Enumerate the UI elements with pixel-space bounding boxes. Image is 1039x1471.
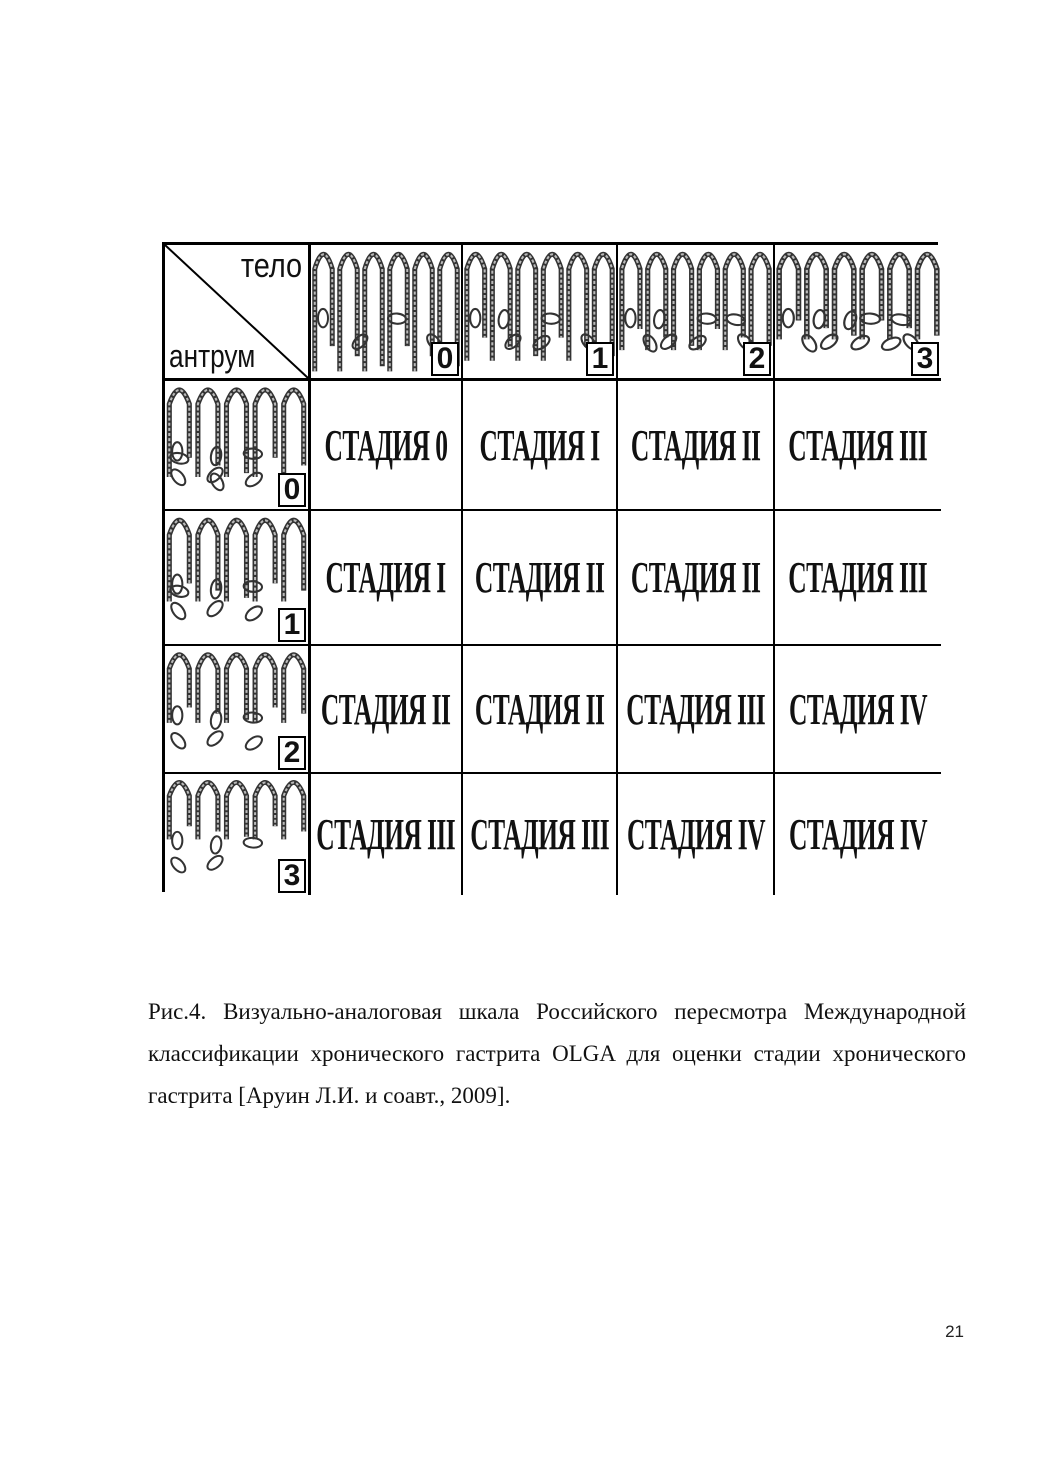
stage-label: СТАДИЯ III [788,553,928,602]
stage-cell [618,646,775,774]
column-header-number: 3 [911,342,939,376]
row-axis-label: антрум [169,338,256,374]
row-header-number: 3 [278,859,306,893]
stage-cell [463,646,618,774]
stage-label: СТАДИЯ IV [789,684,927,734]
column-header-number: 0 [431,342,459,376]
stage-cell [775,774,941,895]
body-illustration-1 [463,245,618,381]
stage-cell [618,381,775,511]
stage-label: СТАДИЯ IV [789,810,927,859]
stage-cell [311,511,463,646]
stage-cell [618,774,775,895]
stage-label: СТАДИЯ II [630,420,761,470]
stage-label: СТАДИЯ II [630,553,761,602]
figure-caption: Рис.4. Визуально-аналоговая шкала Российского пересмотра Международной классификации хронического гастрита OLGA для оценки стадии хронического гастрита [Аруин Л.И. и соавт., 2009]. [148,999,966,1108]
stage-cell [775,381,941,511]
stage-label: СТАДИЯ II [321,684,451,734]
corner-cell [165,245,311,381]
stage-cell [463,774,618,895]
stage-label: СТАДИЯ II [474,553,605,602]
stage-cell [311,381,463,511]
stage-cell [463,511,618,646]
body-illustration-3 [775,245,941,381]
body-illustration-2 [618,245,775,381]
antrum-illustration-3 [165,774,311,895]
stage-label: СТАДИЯ 0 [324,420,448,470]
stage-label: СТАДИЯ II [474,684,605,734]
olga-staging-figure [162,242,938,892]
stage-label: СТАДИЯ I [325,553,447,602]
column-axis-label: тело [240,247,302,285]
stage-cell [311,774,463,895]
stage-cell [311,646,463,774]
row-header-number: 1 [278,608,306,642]
stage-label: СТАДИЯ III [316,810,456,859]
antrum-illustration-2 [165,646,311,774]
column-header-number: 1 [586,342,614,376]
stage-cell [463,381,618,511]
stage-cell [775,646,941,774]
stage-label: СТАДИЯ III [626,684,765,734]
body-illustration-0 [311,245,463,381]
column-header-number: 2 [743,342,771,376]
stage-label: СТАДИЯ III [788,420,928,470]
antrum-illustration-0 [165,381,311,511]
stage-label: СТАДИЯ I [479,420,600,470]
antrum-illustration-1 [165,511,311,646]
stage-label: СТАДИЯ III [470,810,609,859]
row-header-number: 2 [278,736,306,770]
page-number: 21 [945,1322,964,1341]
stage-cell [618,511,775,646]
stage-cell [775,511,941,646]
row-header-number: 0 [278,473,306,507]
stage-label: СТАДИЯ IV [626,810,765,859]
